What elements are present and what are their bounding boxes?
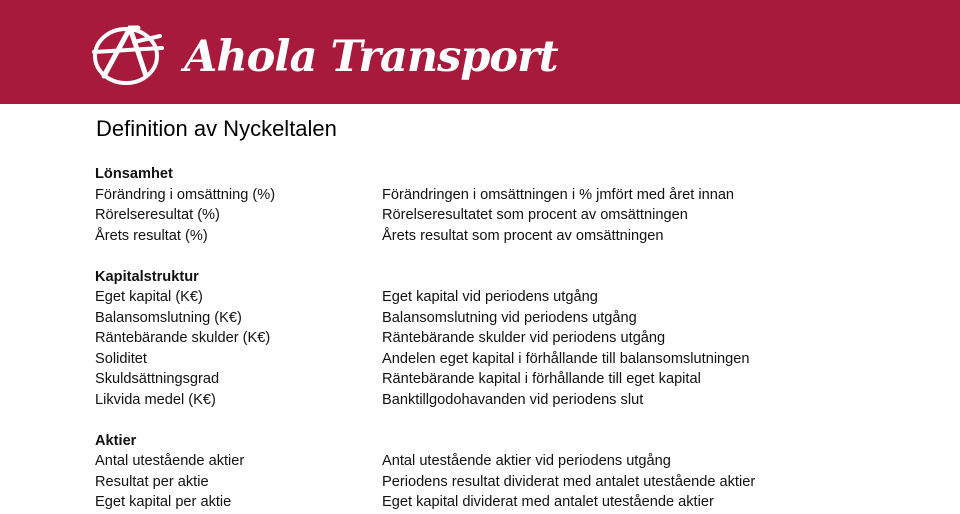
definition-text: Räntebärande kapital i förhållande till eget kapital <box>382 371 701 387</box>
terms-column <box>95 164 275 513</box>
term-label: Eget kapital per aktie <box>95 494 232 510</box>
term-label: Resultat per aktie <box>95 473 209 490</box>
header-banner <box>0 0 960 104</box>
term-label: Balansomslutning (K€) <box>95 309 242 326</box>
term-label: Skuldsättningsgrad <box>95 371 220 387</box>
term-label: Soliditet <box>95 350 147 367</box>
definition-text: Årets resultat som procent av omsättningen <box>382 227 664 244</box>
definition-text: Eget kapital dividerat med antalet utestående aktier <box>382 494 714 510</box>
page-title: Definition av Nyckeltalen <box>96 116 337 141</box>
section-heading-aktier: Aktier <box>95 432 137 449</box>
term-label: Eget kapital (K€) <box>95 289 203 305</box>
term-label: Likvida medel (K€) <box>95 391 216 408</box>
definition-text: Periodens resultat dividerat med antalet utestående aktier <box>382 473 756 490</box>
term-label: Räntebärande skulder (K€) <box>95 330 271 346</box>
ahola-emblem-icon <box>86 18 182 92</box>
term-label: Årets resultat (%) <box>95 227 208 244</box>
definition-text: Rörelseresultatet som procent av omsättningen <box>382 207 688 223</box>
definition-text: Banktillgodohavanden vid periodens slut <box>382 391 644 408</box>
section-heading-lonsamhet: Lönsamhet <box>95 166 173 182</box>
definition-text: Andelen eget kapital i förhållande till balansomslutningen <box>382 350 750 367</box>
definition-text: Förändringen i omsättningen i % jmfört med året innan <box>382 186 735 203</box>
company-name: Ahola Transport <box>184 32 558 82</box>
definition-text: Balansomslutning vid periodens utgång <box>382 309 637 326</box>
term-label: Förändring i omsättning (%) <box>95 186 276 203</box>
term-label: Antal utestående aktier <box>95 453 245 469</box>
definition-text: Eget kapital vid periodens utgång <box>382 289 598 305</box>
term-label: Rörelseresultat (%) <box>95 207 220 223</box>
definition-text: Antal utestående aktier vid periodens utgång <box>382 453 671 469</box>
definition-text: Räntebärande skulder vid periodens utgång <box>382 330 666 346</box>
definitions-column <box>382 164 755 513</box>
section-heading-kapitalstruktur: Kapitalstruktur <box>95 268 199 285</box>
company-logo <box>86 18 558 92</box>
